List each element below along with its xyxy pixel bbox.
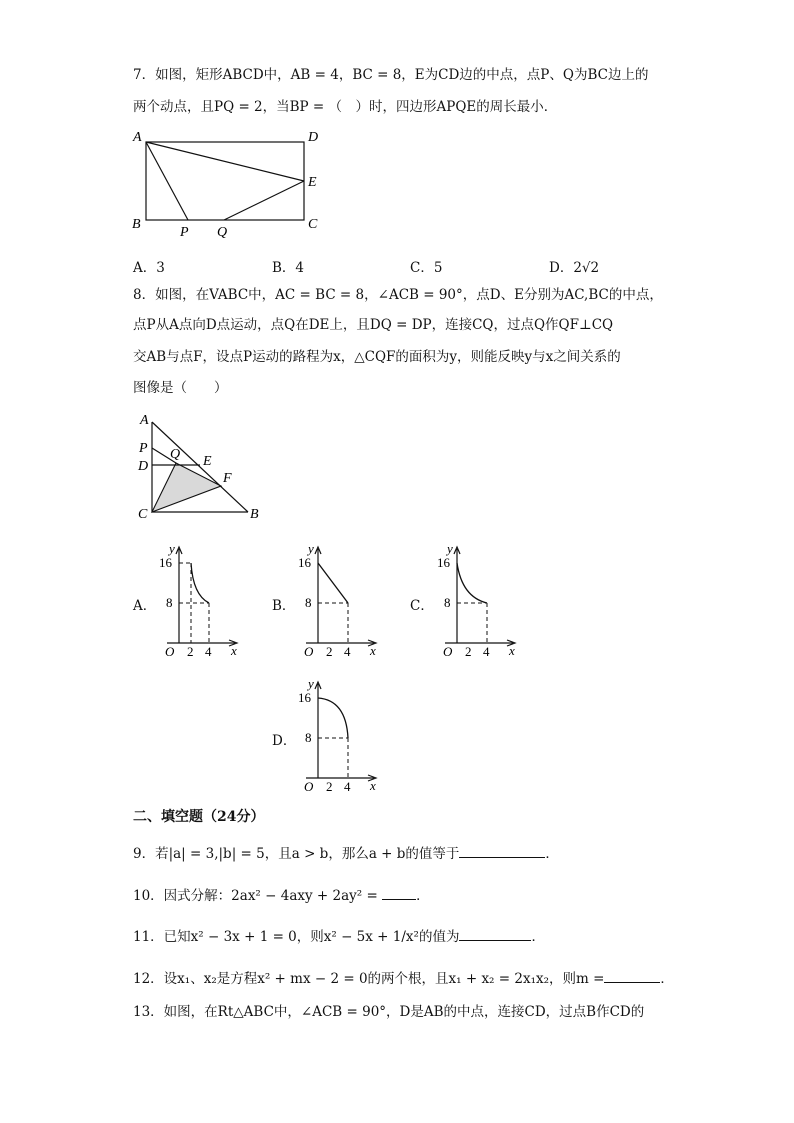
label-e: E [308, 175, 317, 190]
segment-ae [146, 142, 304, 181]
q8-option-d[interactable]: D． [272, 733, 297, 749]
tick-4: 4 [205, 644, 212, 659]
label-d: D [308, 130, 319, 145]
origin: O [165, 644, 175, 659]
q12-answer-blank[interactable] [604, 968, 660, 983]
q8-line4: 图像是（ ） [133, 380, 228, 396]
q7-option-c[interactable]: C．5 [410, 260, 443, 276]
q7-line1: 7．如图，矩形ABCD中，AB = 4，BC = 8，E为CD边的中点，点P、Q为BC边上的 [133, 67, 649, 83]
q8-line1: 8．如图，在VABC中，AC = BC = 8，∠ACB = 90°，点D、E分别为AC,BC的中点， [133, 287, 663, 303]
axis-y-label: y [169, 541, 175, 556]
label-f: F [223, 471, 232, 486]
label-q: Q [170, 447, 181, 462]
q11-text: 11．已知x² − 3x + 1 = 0，则x² − 5x + 1/x²的值为 [133, 929, 460, 945]
label-b: B [250, 507, 259, 522]
origin: O [304, 779, 314, 794]
tick-4: 4 [483, 644, 490, 659]
tick-8: 8 [166, 595, 173, 610]
label-d: D [138, 459, 149, 474]
tick-2: 2 [465, 644, 472, 659]
label-q: Q [217, 225, 228, 240]
tick-2: 2 [326, 644, 333, 659]
segment-qe [224, 181, 304, 220]
q10-end: ． [416, 888, 430, 904]
curve [191, 563, 209, 603]
tick-8: 8 [305, 595, 312, 610]
q11-end: ． [531, 929, 545, 945]
q9 [133, 843, 559, 863]
axis-y-label: y [447, 541, 453, 556]
q8-line2: 点P从A点向D点运动，点Q在DE上，且DQ = DP，连接CQ，过点Q作QF⊥CQ [133, 317, 614, 333]
q11-answer-blank[interactable] [459, 926, 531, 941]
label-c: C [138, 507, 148, 522]
curve [318, 698, 348, 738]
graph-d [294, 678, 394, 793]
tick-4: 4 [344, 779, 351, 794]
label-a: A [133, 130, 142, 145]
rect-abcd [146, 142, 304, 220]
label-e: E [203, 454, 212, 469]
graph-a [155, 543, 255, 658]
q9-text: 9．若|a| = 3,|b| = 5，且a > b，那么a + b的值等于 [133, 846, 460, 862]
section-heading: 二、填空题（24分） [133, 809, 265, 825]
origin: O [443, 644, 453, 659]
q12-text: 12．设x₁、x₂是方程x² + mx − 2 = 0的两个根，且x₁ + x₂ = 2x₁x₂，则m = [133, 971, 605, 987]
axis-x-label: x [509, 643, 515, 658]
label-p: P [139, 441, 148, 456]
tick-8: 8 [444, 595, 451, 610]
triangle-cqf [152, 463, 221, 512]
label-c: C [308, 217, 318, 232]
axis-x-label: x [231, 643, 237, 658]
label-b: B [132, 217, 141, 232]
graph-c [433, 543, 533, 658]
tick-4: 4 [344, 644, 351, 659]
q12-end: ． [660, 971, 674, 987]
q7-figure [120, 128, 330, 243]
axis-x-label: x [370, 778, 376, 793]
tick-2: 2 [326, 779, 333, 794]
q8-option-b[interactable]: B． [272, 598, 296, 614]
q10 [133, 885, 430, 905]
q10-text: 10．因式分解：2ax² − 4axy + 2ay² = [133, 888, 383, 904]
q8-figure [130, 408, 270, 523]
line-segment [318, 563, 348, 603]
tick-16: 16 [159, 555, 172, 570]
graph-b [294, 543, 394, 658]
q13-line1: 13．如图，在Rt△ABC中，∠ACB = 90°，D是AB的中点，连接CD，过点B作CD的 [133, 1004, 645, 1020]
q9-answer-blank[interactable] [459, 843, 545, 858]
axis-y-label: y [308, 541, 314, 556]
q7-option-b[interactable]: B．4 [272, 260, 305, 276]
tick-2: 2 [187, 644, 194, 659]
q9-end: ． [545, 846, 559, 862]
q7-option-d[interactable]: D．2√2 [549, 260, 600, 276]
q8-line3: 交AB与点F，设点P运动的路程为x，△CQF的面积为y，则能反映y与x之间关系的 [133, 349, 621, 365]
axis-y-label: y [308, 676, 314, 691]
tick-16: 16 [298, 690, 311, 705]
origin: O [304, 644, 314, 659]
q8-option-c[interactable]: C． [410, 598, 434, 614]
q10-answer-blank[interactable] [382, 885, 416, 900]
q12 [133, 968, 674, 988]
tick-16: 16 [437, 555, 450, 570]
axis-x-label: x [370, 643, 376, 658]
tick-8: 8 [305, 730, 312, 745]
label-a: A [140, 413, 149, 428]
segment-ap [146, 142, 188, 220]
curve [457, 563, 487, 603]
q11 [133, 926, 545, 946]
label-p: P [180, 225, 189, 240]
q8-option-a[interactable]: A． [133, 598, 157, 614]
tick-16: 16 [298, 555, 311, 570]
q7-line2: 两个动点，且PQ = 2，当BP = （ ）时，四边形APQE的周长最小． [133, 99, 558, 115]
q7-option-a[interactable]: A．3 [133, 260, 165, 276]
